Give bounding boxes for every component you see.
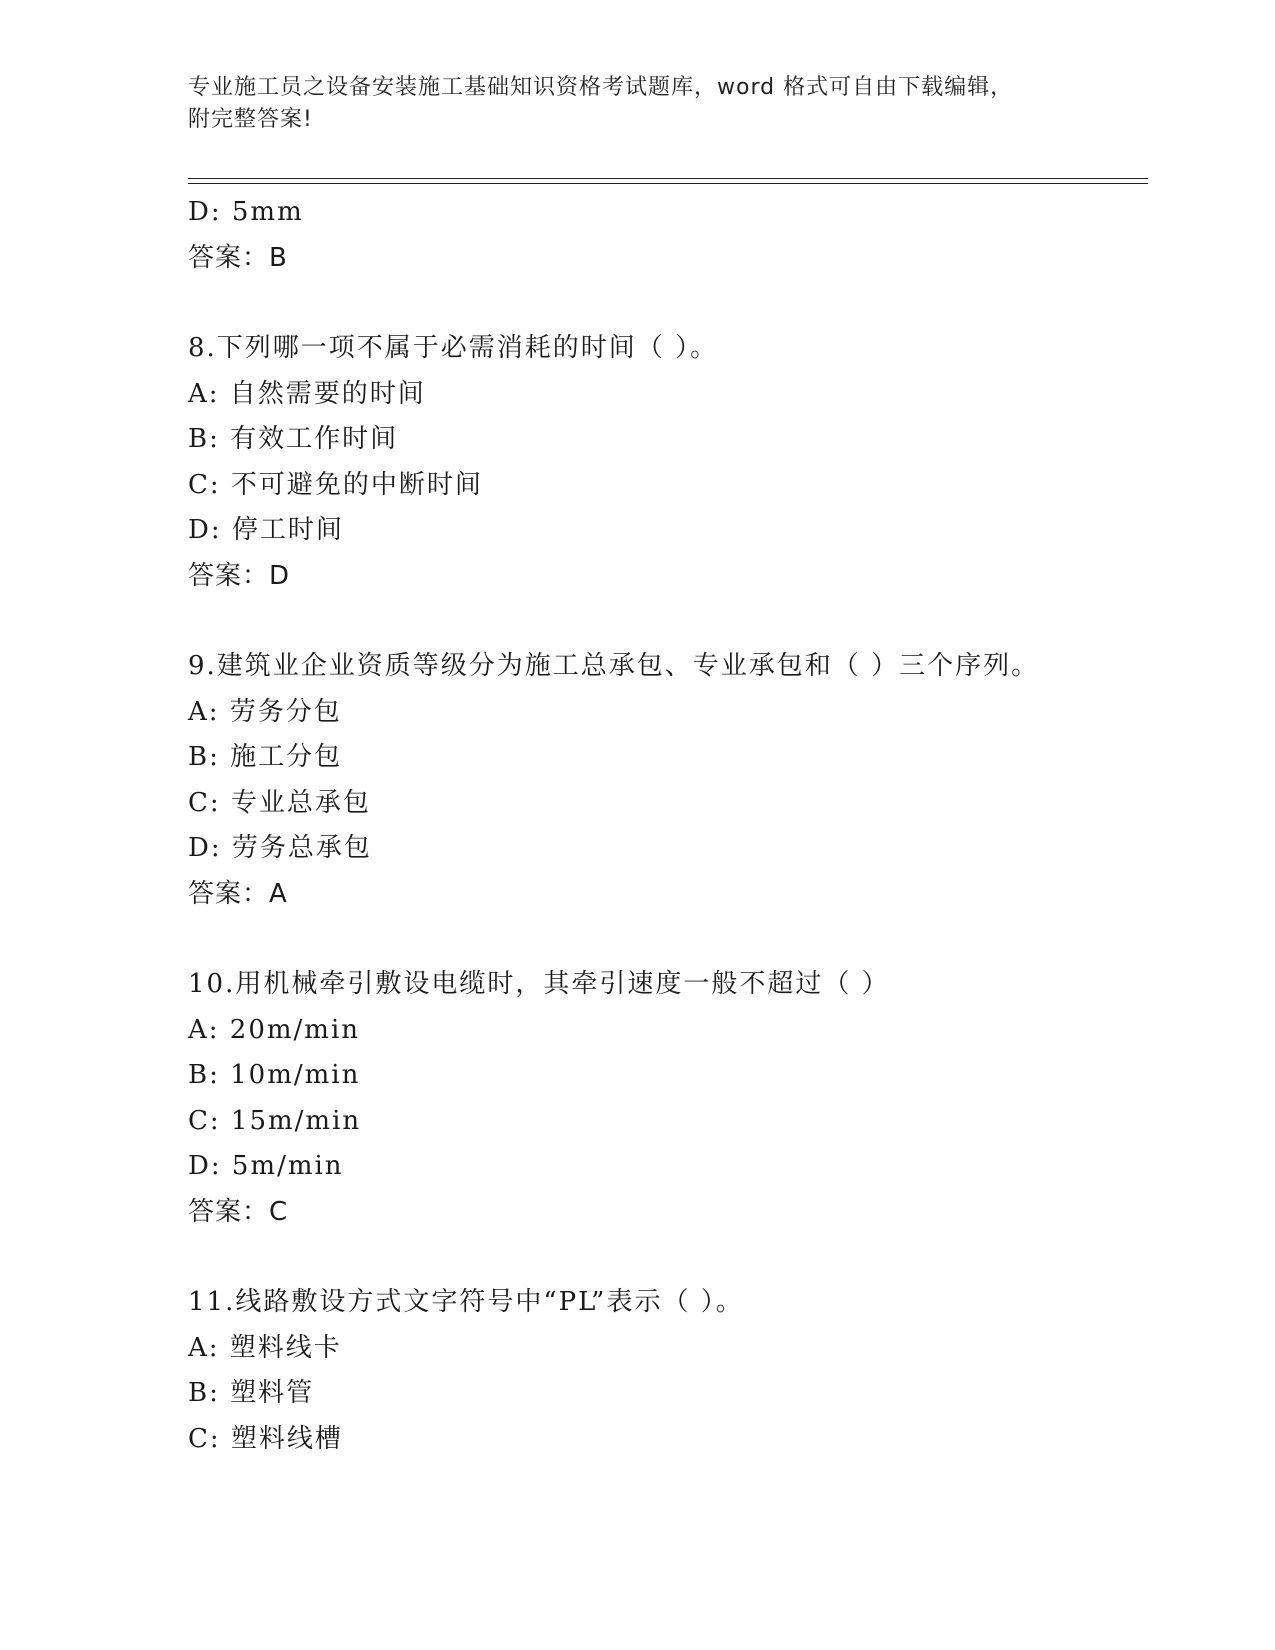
question-option-c: C: 塑料线槽 (188, 1423, 343, 1454)
question-9 (188, 644, 1148, 917)
document-header (188, 72, 1068, 136)
prev-question-answer: 答案：B (188, 242, 288, 273)
question-stem: 11.线路敷设方式文字符号中“PL”表示（ ）。 (188, 1287, 744, 1317)
question-option-b: B: 施工分包 (188, 742, 343, 772)
question-stem: 8.下列哪一项不属于必需消耗的时间（ ）。 (188, 333, 719, 363)
header-line-2: 附完整答案! (188, 107, 313, 132)
question-answer: 答案：D (188, 560, 291, 591)
prev-question-option-d: D: 5mm (188, 197, 304, 227)
question-list (188, 190, 1148, 1462)
question-stem: 10.用机械牵引敷设电缆时，其牵引速度一般不超过（ ） (188, 969, 890, 999)
header-divider-top (188, 178, 1148, 179)
question-option-a: A: 自然需要的时间 (188, 378, 426, 409)
question-option-a: A: 20m/min (188, 1014, 361, 1045)
question-option-a: A: 劳务分包 (188, 696, 342, 727)
question-option-c: C: 不可避免的中断时间 (188, 469, 483, 500)
question-option-c: C: 专业总承包 (188, 787, 371, 818)
question-10 (188, 962, 1148, 1235)
question-option-b: B: 10m/min (188, 1060, 361, 1090)
question-gap (188, 599, 1148, 644)
question-gap (188, 281, 1148, 326)
question-option-b: B: 塑料管 (188, 1378, 315, 1408)
question-option-c: C: 15m/min (188, 1105, 362, 1136)
question-gap (188, 1235, 1148, 1280)
header-line-1: 专业施工员之设备安装施工基础知识资格考试题库，word 格式可自由下载编辑， (188, 75, 1014, 100)
question-answer: 答案：C (188, 1196, 289, 1227)
question-gap (188, 917, 1148, 962)
question-stem: 9.建筑业企业资质等级分为施工总承包、专业承包和（ ）三个序列。 (188, 651, 1040, 681)
question-11 (188, 1280, 1148, 1462)
question-answer: 答案：A (188, 878, 288, 909)
question-option-d: D: 5m/min (188, 1151, 344, 1181)
question-8 (188, 326, 1148, 599)
question-option-d: D: 停工时间 (188, 515, 344, 545)
question-option-d: D: 劳务总承包 (188, 833, 372, 863)
question-option-b: B: 有效工作时间 (188, 424, 399, 454)
header-divider-bottom (188, 183, 1148, 184)
question-option-a: A: 塑料线卡 (188, 1332, 342, 1363)
